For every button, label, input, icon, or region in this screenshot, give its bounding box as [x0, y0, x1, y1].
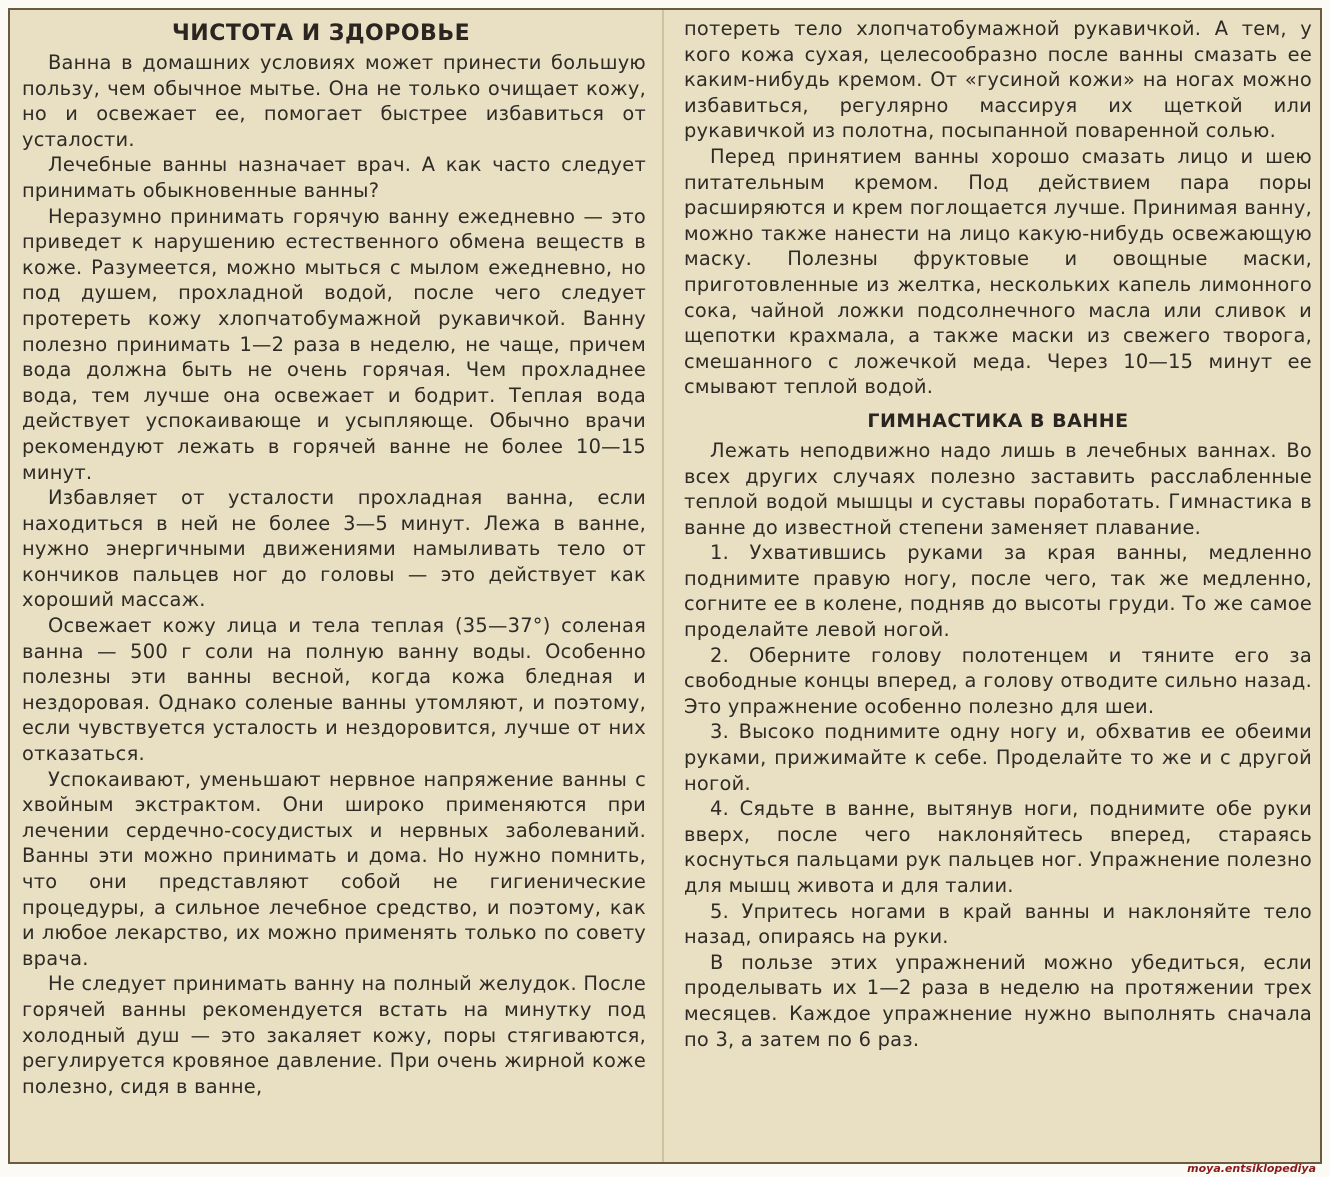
paragraph: Освежает кожу лица и тела теплая (35—37°) соленая ванна — 500 г соли на полную ванну воды. Особенно полезны эти ванны весной, когда кожа бледная и нездоровая. Однако соленые ванны утомляют, и поэтому, если чувствуется усталость и нездоровится, лучше от них отказаться.	[22, 614, 646, 766]
left-column	[10, 10, 654, 1099]
watermark-credit: moya.entsiklopediya	[1187, 1162, 1316, 1175]
newspaper-clipping	[8, 8, 1322, 1164]
paragraph: Успокаивают, уменьшают нервное напряжение ванны с хвойным экстрактом. Они широко применяются при лечении сердечно-сосудистых и нервных заболеваний. Ванны эти можно принимать и дома. Но нужно помнить, что они представляют собой не гигиенические процедуры, а сильное лечебное средство, и поэтому, как и любое лекарство, их можно применять только по совету врача.	[22, 767, 646, 970]
exercise-item: 4. Сядьте в ванне, вытянув ноги, поднимите обе руки вверх, после чего наклоняйтесь вперед, стараясь коснуться пальцами рук пальцев ног. Упражнение полезно для мышц живота и для талии.	[684, 797, 1312, 897]
paragraph: Избавляет от усталости прохладная ванна, если находиться в ней не более 3—5 минут. Лежа в ванне, нужно энергичными движениями намыливать тело от кончиков пальцев ног до головы — это действует как хороший массаж.	[22, 486, 646, 612]
paragraph: Лечебные ванны назначает врач. А как часто следует принимать обыкновенные ванны?	[22, 153, 646, 202]
paragraph: Перед принятием ванны хорошо смазать лицо и шею питательным кремом. Под действием пара поры расширяются и крем поглощается лучше. Принимая ванну, можно также нанести на лицо какую-нибудь освежающую маску. Полезны фруктовые и овощные маски, приготовленные из желтка, нескольких капель лимонного сока, чайной ложки подсолнечного масла или сливок и щепотки крахмала, а также маски из свежего творога, смешанного с ложечкой меда. Через 10—15 минут ее смывают теплой водой.	[684, 144, 1312, 399]
paragraph: Не следует принимать ванну на полный желудок. После горячей ванны рекомендуется встать на минутку под холодный душ — это закаляет кожу, поры стягиваются, регулируется кровяное давление. При очень жирной коже полезно, сидя в ванне,	[22, 972, 646, 1098]
paragraph: Неразумно принимать горячую ванну ежедневно — это приведет к нарушению естественного обмена веществ в коже. Разумеется, можно мыться с мылом ежедневно, но под душем, прохладной водой, после чего следует протереть кожу хлопчатобумажной рукавичкой. Ванну полезно принимать 1—2 раза в неделю, не чаще, причем вода должна быть не очень горячая. Чем прохладнее вода, тем лучше она освежает и бодрит. Теплая вода действует успокаивающе и усыпляюще. Обычно врачи рекомендуют лежать в горячей ванне не более 10—15 минут.	[22, 204, 646, 484]
section-subtitle: ГИМНАСТИКА В ВАННЕ	[867, 409, 1129, 432]
article-title: ЧИСТОТА И ЗДОРОВЬЕ	[172, 21, 471, 46]
paragraph-continuation: потереть тело хлопчатобумажной рукавичкой. А тем, у кого кожа сухая, целесообразно после ванны смазать ее каким-нибудь кремом. От «гусиной кожи» на ногах можно избавиться, регулярно массируя их щеткой или рукавичкой из полотна, посыпанной поваренной солью.	[684, 17, 1312, 143]
exercise-item: 2. Оберните голову полотенцем и тяните его за свободные концы вперед, а голову отводите сильно назад. Это упражнение особенно полезно для шеи.	[684, 643, 1312, 718]
paragraph: Лежать неподвижно надо лишь в лечебных ваннах. Во всех других случаях полезно заставить расслабленные теплой водой мышцы и суставы поработать. Гимнастика в ванне до известной степени заменяет плавание.	[684, 438, 1312, 539]
right-column	[672, 10, 1322, 1052]
exercise-item: 1. Ухватившись руками за края ванны, медленно поднимите правую ногу, после чего, так же медленно, согните ее в колене, подняв до высоты груди. То же самое проделайте левой ногой.	[684, 541, 1312, 642]
paragraph: Ванна в домашних условиях может принести большую пользу, чем обычное мытье. Она не только очищает кожу, но и освежает ее, помогает быстрее избавиться от усталости.	[22, 51, 646, 151]
exercise-item: 5. Упритесь ногами в край ванны и наклоняйте тело назад, опираясь на руки.	[684, 899, 1312, 949]
paragraph: В пользе этих упражнений можно убедиться, если проделывать их 1—2 раза в неделю на протяжении трех месяцев. Каждое упражнение нужно выполнять сначала по 3, а затем по 6 раз.	[684, 950, 1312, 1051]
column-divider	[662, 10, 664, 1162]
exercise-item: 3. Высоко поднимите одну ногу и, обхватив ее обеими руками, прижимайте к себе. Проделайте то же и с другой ногой.	[684, 720, 1312, 795]
